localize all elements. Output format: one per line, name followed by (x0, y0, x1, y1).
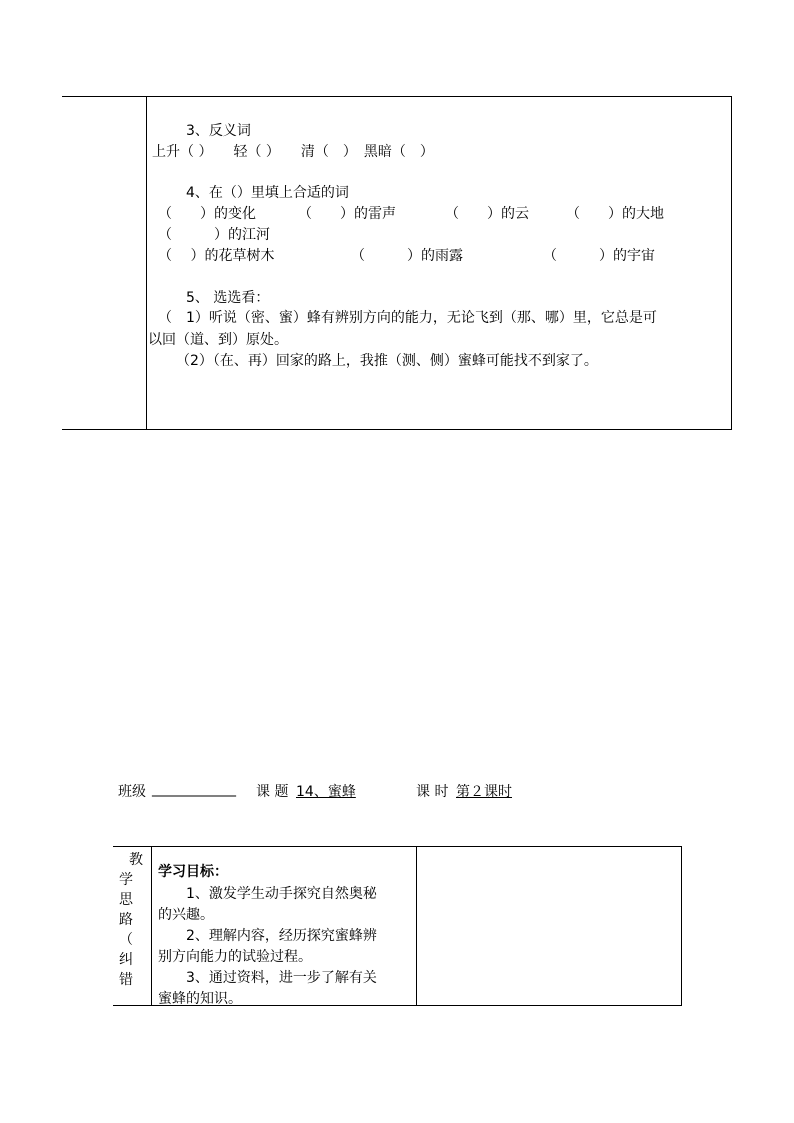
section-4-item: （ ）的云 (445, 206, 529, 222)
section-3-title: 3、反义词 (186, 123, 251, 139)
section-5-q1-line2: 以回（道、到）原处。 (148, 332, 288, 348)
objective-line: 1、激发学生动手探究自然奥秘 (158, 886, 377, 902)
bottom-table-top-border (113, 846, 682, 847)
objectives-title: 学习目标： (158, 864, 228, 880)
bottom-table-col-divider-1 (151, 846, 152, 1006)
section-5-title: 5、 选选看： (186, 290, 270, 306)
objective-line: 2、理解内容，经历探究蜜蜂辨 (158, 928, 377, 944)
side-label-char: 学 (119, 872, 133, 888)
top-table-bottom-border (62, 429, 732, 430)
bottom-table-right-border (681, 846, 682, 1006)
side-label-char: 纠 (119, 952, 133, 968)
topic-label: 课 题 (256, 784, 289, 800)
section-5-q1-line1: （ 1）听说（密、蜜）蜂有辨别方向的能力，无论飞到（那、哪）里，它总是可 (158, 310, 657, 326)
side-label-char: （ (119, 932, 133, 948)
topic-value: 14、蜜蜂 (296, 784, 356, 800)
side-label-char: 路 (119, 912, 133, 928)
section-4-item: （ ）的雨露 (351, 248, 463, 264)
side-label-char: 教 (129, 852, 143, 868)
bottom-table-col-divider-2 (416, 846, 417, 1006)
class-label: 班级 (118, 784, 146, 800)
top-table-col-divider (146, 96, 147, 430)
section-4-item: （ ）的花草树木 (158, 248, 275, 264)
section-4-title: 4、在（）里填上合适的词 (186, 185, 349, 201)
section-4-item: （ ）的雷声 (298, 206, 396, 222)
side-label-char: 错 (119, 972, 133, 988)
section-3-antonyms: 上升（ ） 轻（ ） 清（ ） 黑暗（ ） (152, 144, 434, 160)
section-5-q2: （2）（在、再）回家的路上，我推（测、侧）蜜蜂可能找不到家了。 (176, 353, 598, 369)
section-4-item: （ ）的江河 (158, 227, 270, 243)
objective-line: 别方向能力的试验过程。 (158, 949, 312, 965)
class-blank: ____________ (152, 781, 236, 797)
section-4-item: （ ）的宇宙 (543, 248, 655, 264)
period-value: 第２课时 (456, 784, 512, 800)
objective-line: 3、通过资料，进一步了解有关 (158, 970, 377, 986)
top-table-right-border (731, 96, 732, 430)
section-4-item: （ ）的大地 (566, 206, 664, 222)
section-4-item: （ ）的变化 (158, 206, 256, 222)
objective-line: 的兴趣。 (158, 907, 214, 923)
top-table-top-border (62, 96, 732, 97)
objective-line: 蜜蜂的知识。 (158, 991, 242, 1007)
period-label: 课 时 (416, 784, 449, 800)
side-label-char: 思 (119, 892, 133, 908)
